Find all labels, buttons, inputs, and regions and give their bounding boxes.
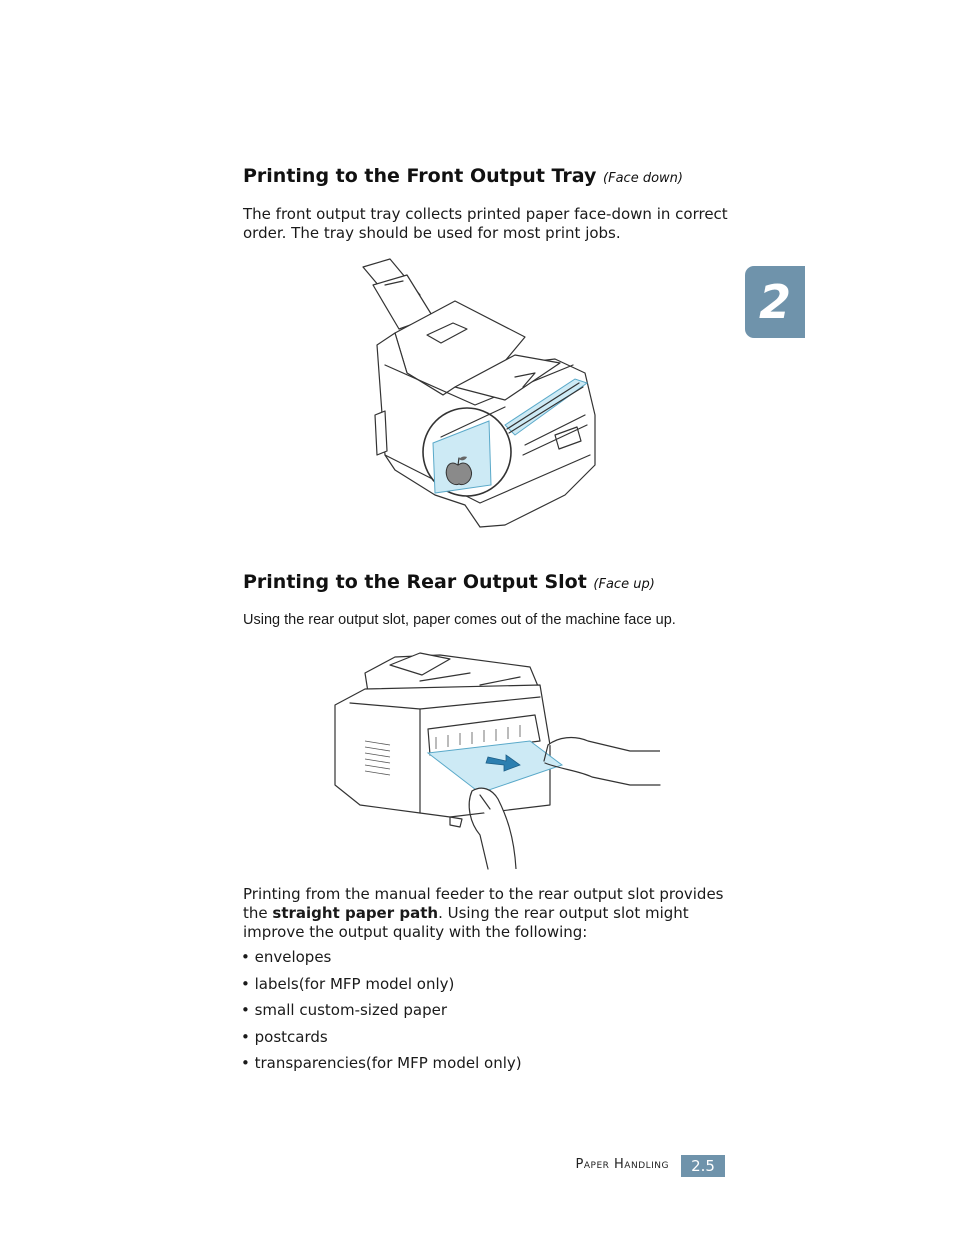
chapter-tab [745,266,805,338]
rear-details-line-2-post: . Using the rear output slot might [438,904,689,922]
printer-rear-output-illustration [330,645,665,873]
rear-details-line-3: improve the output quality with the following: [243,923,588,941]
list-item: • transparencies(for MFP model only) [241,1054,522,1073]
rear-output-paragraph: Using the rear output slot, paper comes out of the machine face up. [243,612,676,628]
front-output-line-2: order. The tray should be used for most print jobs. [243,224,621,242]
use-cases-list [241,947,522,1080]
rear-output-details [243,885,724,942]
page-number-box [681,1155,725,1177]
list-item: • labels(for MFP model only) [241,974,455,993]
straight-paper-path-emphasis: straight paper path [272,904,439,922]
front-output-subtitle: (Face down) [603,171,683,186]
rear-output-heading [243,571,655,593]
front-output-paragraph [243,205,728,243]
rear-output-title: Printing to the Rear Output Slot [243,571,587,593]
rear-details-line-2-pre: the [243,904,273,922]
rear-details-line-1: Printing from the manual feeder to the rear output slot provides [243,885,724,903]
list-item: • small custom-sized paper [241,1001,447,1020]
front-output-title: Printing to the Front Output Tray [243,165,597,187]
footer-section-label: Paper Handling [575,1157,669,1172]
list-item: • envelopes [241,948,332,966]
front-output-heading [243,165,683,187]
chapter-number: 2 [758,275,791,329]
list-item: • postcards [241,1027,328,1046]
rear-output-subtitle: (Face up) [593,577,655,592]
page-number: 2.5 [691,1157,715,1175]
printer-front-output-illustration [355,255,600,530]
front-output-line-1: The front output tray collects printed paper face-down in correct [243,205,728,223]
